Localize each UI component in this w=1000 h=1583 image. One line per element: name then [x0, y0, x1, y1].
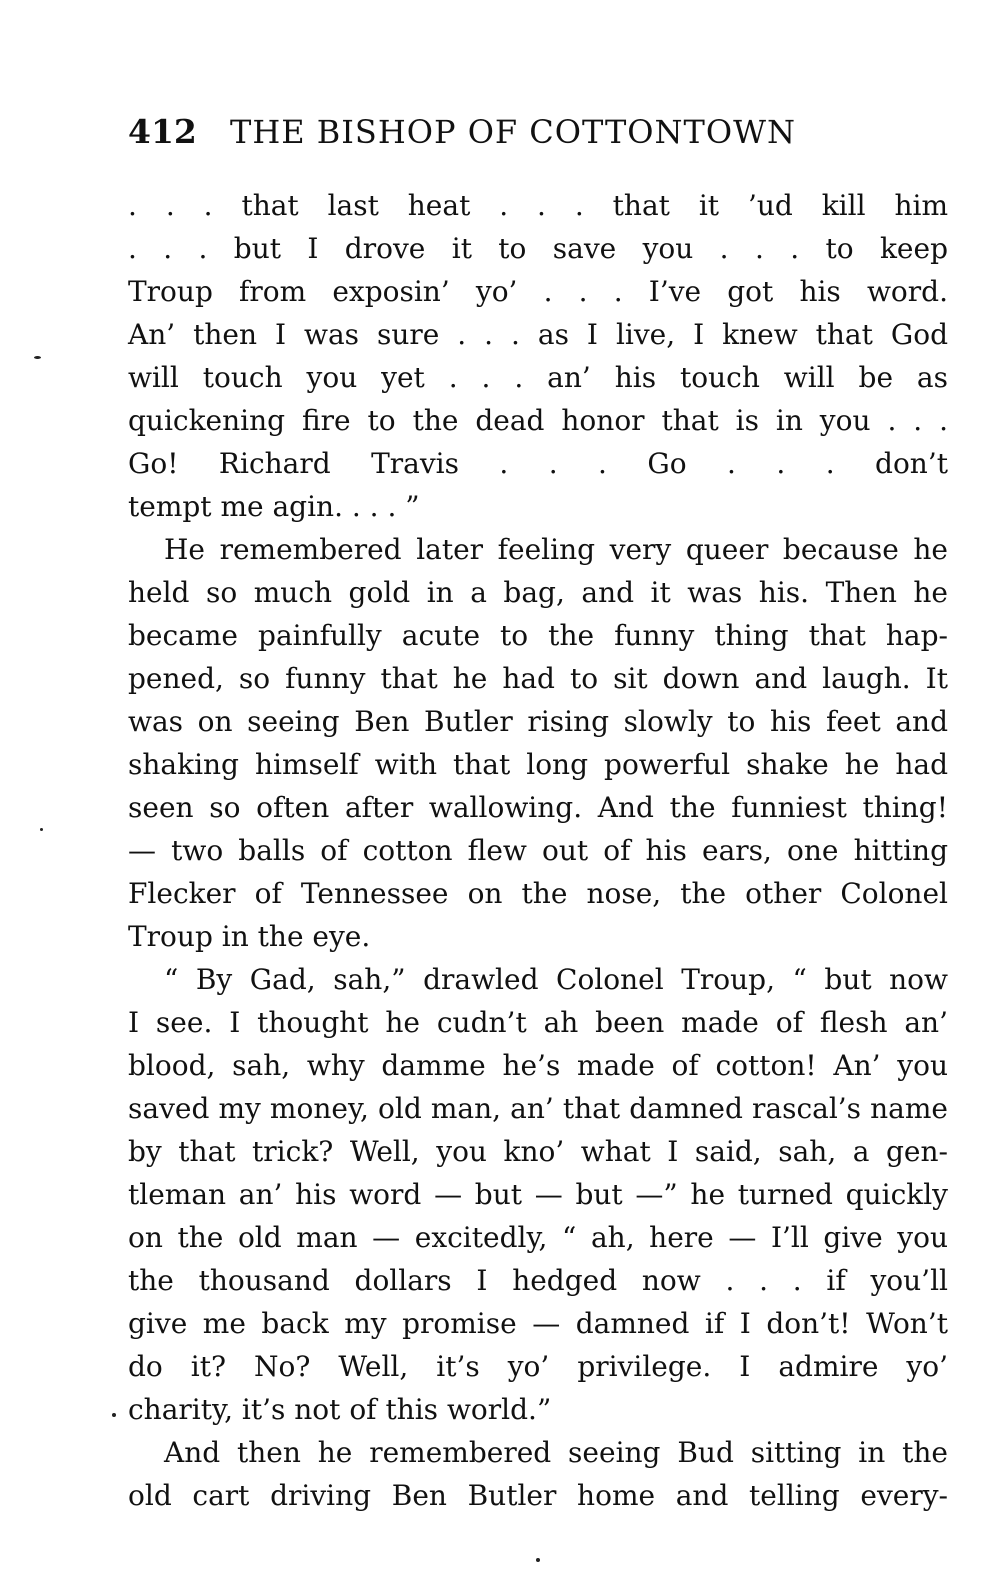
paragraph-4 — [128, 1431, 948, 1517]
scan-speck — [536, 1558, 540, 1562]
body-text — [128, 184, 948, 1517]
paragraph-1 — [128, 184, 948, 528]
paragraph-3 — [128, 958, 948, 1431]
text-line: blood, sah, why damme he’s made of cotton! An’ you — [128, 1049, 948, 1082]
text-line: pened, so funny that he had to sit down and laugh. It — [128, 662, 948, 695]
text-line: Troup from exposin’ yo’ . . . I’ve got his word. — [128, 275, 948, 308]
text-line: I see. I thought he cudn’t ah been made of flesh an’ — [128, 1006, 948, 1039]
text-line: — two balls of cotton flew out of his ears, one hitting — [128, 834, 948, 867]
text-line: . . . that last heat . . . that it ’ud kill him — [128, 189, 948, 222]
text-line: tleman an’ his word — but — but —” he turned quickly — [128, 1178, 948, 1211]
text-line: shaking himself with that long powerful shake he had — [128, 748, 948, 781]
text-line: Go! Richard Travis . . . Go . . . don’t — [128, 447, 948, 480]
text-line: Troup in the eye. — [128, 920, 371, 953]
text-line: will touch you yet . . . an’ his touch will be as — [128, 361, 948, 394]
running-head — [128, 112, 948, 162]
text-line: by that trick? Well, you kno’ what I said, sah, a gen- — [128, 1135, 948, 1168]
text-line: old cart driving Ben Butler home and telling every- — [128, 1479, 948, 1512]
text-line: “ By Gad, sah,” drawled Colonel Troup, “ but now — [164, 963, 948, 996]
text-line: became painfully acute to the funny thing that hap- — [128, 619, 948, 652]
text-line: An’ then I was sure . . . as I live, I knew that God — [128, 318, 948, 351]
scan-speck — [34, 356, 41, 359]
book-title: THE BISHOP OF COTTONTOWN — [229, 113, 796, 151]
text-line: And then he remembered seeing Bud sitting in the — [164, 1436, 948, 1469]
text-line: give me back my promise — damned if I don’t! Won’t — [128, 1307, 948, 1340]
paragraph-2 — [128, 528, 948, 958]
text-line: on the old man — excitedly, “ ah, here — I’ll give you — [128, 1221, 948, 1254]
text-line: do it? No? Well, it’s yo’ privilege. I admire yo’ — [128, 1350, 948, 1383]
text-line: Flecker of Tennessee on the nose, the other Colonel — [128, 877, 948, 910]
text-line: the thousand dollars I hedged now . . . if you’ll — [128, 1264, 948, 1297]
text-line: was on seeing Ben Butler rising slowly to his feet and — [128, 705, 948, 738]
text-line: charity, it’s not of this world.” — [128, 1393, 552, 1426]
page-number: 412 — [128, 112, 197, 151]
text-line: quickening fire to the dead honor that is in you . . . — [128, 404, 948, 437]
text-line: tempt me agin. . . . ” — [128, 490, 420, 523]
text-line: He remembered later feeling very queer because he — [164, 533, 948, 566]
text-line: . . . but I drove it to save you . . . to keep — [128, 232, 948, 265]
text-line: saved my money, old man, an’ that damned rascal’s name — [128, 1092, 948, 1125]
scan-speck — [40, 828, 43, 831]
text-line: seen so often after wallowing. And the funniest thing! — [128, 791, 948, 824]
text-line: held so much gold in a bag, and it was his. Then he — [128, 576, 948, 609]
scan-speck — [112, 1413, 116, 1417]
